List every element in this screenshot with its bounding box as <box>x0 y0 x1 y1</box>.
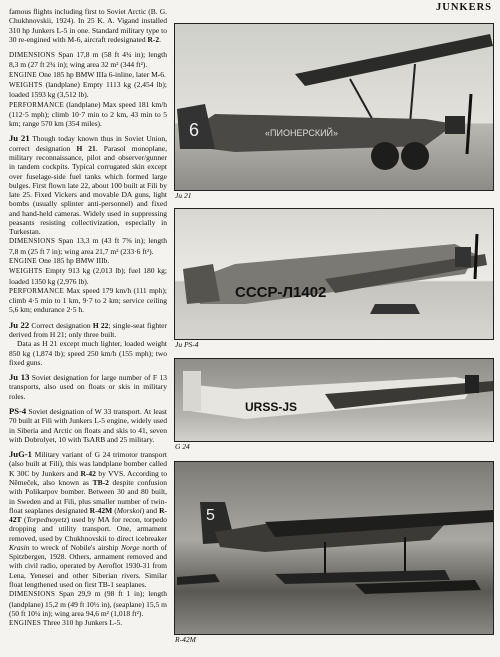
photo-g24 <box>174 358 494 442</box>
caption-ps4: Ju PS-4 <box>175 340 199 349</box>
ps4-aircraft-illustration <box>175 209 493 339</box>
photo-ju21 <box>174 23 494 191</box>
entry-label: ENGINE <box>9 70 37 79</box>
entry-text: Correct designation <box>29 320 93 330</box>
entry-label: WEIGHTS <box>9 80 43 89</box>
entry-text: ( <box>112 505 117 515</box>
g24-registration: URSS-JS <box>245 400 298 414</box>
entry-ju22 <box>9 321 167 367</box>
entry-label: ENGINE <box>9 257 37 266</box>
entry-text: Soviet designation of W 33 transport. At least 70 built at Fili with Junkers L-5 engine, widely used in Siberia and Arctic on floats and skis to 41, seven with Dobrolyet, 10 with TsARB and 25 military. <box>9 406 167 444</box>
ju21-aircraft-illustration <box>175 24 493 190</box>
entry-label: WEIGHTS <box>9 267 43 276</box>
entry-text: famous flights including first to Soviet Arctic (B. G. Chukhnovskii, 1924). In 25 K. A. Vigand installed 310 hp Junkers L-5 in one. Standard military type to 30 re-engined with M-6, aircraft redesignated <box>9 7 167 44</box>
photo-ps4 <box>174 208 494 340</box>
entry-label: ENGINES <box>9 619 42 628</box>
entry-text: Empty 913 kg (2,013 lb); fuel 180 kg; loaded 1350 kg (2,976 lb). <box>9 266 167 286</box>
entry-text: Span 13,3 m (43 ft 7⅝ in); length 7,8 m (25 ft 7 in); wing area 21,7 m² (233·6 ft²). <box>9 236 167 256</box>
entry-ju21 <box>9 134 167 314</box>
entry-italic: Norge <box>121 542 140 552</box>
section-header: JUNKERS <box>435 2 492 13</box>
entry-lead: Ju 21 <box>9 133 30 144</box>
entry-text: ) used by MA for recon, torpedo dropping and utility transport. One, armament removed, used by Chukhnovskii to direct icebreaker <box>9 515 167 543</box>
entry-bold: R-42T <box>9 505 167 525</box>
entry-label: DIMENSIONS <box>9 237 56 246</box>
entry-bold: R-2 <box>147 34 160 44</box>
entry-lead: JuG-1 <box>9 449 32 460</box>
entry-text: (landplane) Max speed 181 km/h (112·5 mph); climb 10·7 min to 2 km, 43 min to 5 km; range 570 km (354 miles). <box>9 99 167 129</box>
entry-r2-specs <box>9 50 167 128</box>
r42m-tail-number: 5 <box>206 507 215 524</box>
entry-label: DIMENSIONS <box>9 590 56 599</box>
g24-aircraft-illustration <box>175 359 493 441</box>
entry-text: despite confusion with Polikarpov bomber. Between 30 and 80 built, in Sweden and at Fili, plus smaller number of twin-float seaplanes designated <box>9 477 168 515</box>
entry-text: (landplane) Empty 1113 kg (2,454 lb); loaded 1593 kg (3,512 lb). <box>9 79 167 100</box>
caption-g24: G 24 <box>175 442 190 451</box>
entry-lead: PS-4 <box>9 405 27 416</box>
r42m-aircraft-illustration <box>175 462 493 634</box>
entry-text: ( <box>21 515 27 525</box>
entry-text: Span 29,9 m (98 ft 1 in); length (landplane) 15,2 m (49 ft 10½ in), (seaplane) 15,5 m (50 ft 10¼ in); wing area 94,6 m² (1,018 ft²). <box>9 589 167 618</box>
entry-indent: Data as H 21 except much lighter, loaded weight 850 kg (1,874 lb); speed 250 km/h (155 mph); two fixed guns. <box>9 339 167 367</box>
entry-text: Though today known thus in Soviet Union, correct designation <box>9 134 167 153</box>
entry-italic: Krasin <box>9 542 30 552</box>
entry-text: Max speed 179 km/h (111 mph); climb 4·5 min to 1 km, 9·7 to 2 km; service ceiling 5,6 km; endurance 2·5 h. <box>9 285 167 315</box>
entry-text: Military variant of G 24 trimotor transport (also built at Fili), this was landplane bomber called K 30C by Junkers and <box>9 450 167 478</box>
entry-text: north of Spitzbergen, 1928. Others, armament removed and with civil radio, operated by Aeroflot 1930-31 from Lena, Yenesei and other Siberian rivers. Similar float lengthened used on first TB-1 seaplanes. <box>9 542 167 590</box>
entry-bold: H 22 <box>92 320 109 330</box>
entry-text: Span 17,8 m (58 ft 4¾ in); length 8,3 m (27 ft 2¾ in); wing area 32 m² (344 ft²). <box>9 50 167 70</box>
entry-label: PERFORMANCE <box>9 286 65 295</box>
entry-italic: Morskoi <box>116 505 142 515</box>
entry-italic: Torpednoyetz <box>26 515 67 525</box>
entry-text: Three 310 hp Junkers L-5. <box>41 618 123 628</box>
entry-text: by VVS. According to Němeček, also known as <box>9 468 167 487</box>
entry-jug1 <box>9 450 167 628</box>
ps4-registration: СССР-Л1402 <box>235 284 327 301</box>
caption-r42m: R-42M <box>175 635 196 644</box>
photo-r42m <box>174 461 494 635</box>
entry-lead: Ju 13 <box>9 372 30 383</box>
entry-text: Soviet designation for large number of F 13 transports, also used on floats or skis in military roles. <box>9 373 167 401</box>
entry-ps4 <box>9 407 167 444</box>
entry-label: PERFORMANCE <box>9 100 65 109</box>
ju21-fuselage-text: «ПИОНЕРСКИЙ» <box>265 128 339 138</box>
ju21-tail-number: 6 <box>189 120 200 140</box>
entry-label: DIMENSIONS <box>9 51 56 60</box>
entry-bold: TB-2 <box>92 477 109 487</box>
entry-text: One 185 hp BMW IIIb. <box>36 256 110 266</box>
text-column <box>9 7 167 634</box>
entry-text: . Parasol monoplane, military reconnaissance, pilot and observer/gunner in tandem cockpits. Typical corrugated skin except over fuselage-side fuel tanks which formed large bulges. First flown late 22, about 100 built at Fili by late 25. Fixed Vickers and movable DA guns, light bombs (usually splinter anti-personnel) and fixed and hand-held cameras. Widely used in suppressing peasants resisting collectivization, especially in Turkestan. <box>9 143 167 237</box>
entry-text: to wreck of Nobile's airship <box>29 542 122 552</box>
entry-bold: H 21 <box>76 143 96 153</box>
entry-intro <box>9 7 167 44</box>
entry-lead: Ju 22 <box>9 319 30 330</box>
entry-bold: R-42M <box>89 505 113 515</box>
entry-text: ; single-seat fighter derived from H 21; only three built. <box>9 320 167 339</box>
entry-text: . <box>159 34 162 44</box>
entry-ju13 <box>9 373 167 401</box>
entry-text: One 185 hp BMW IIIa 6-inline, later M-6. <box>36 69 166 79</box>
entry-text: ) and <box>141 505 160 515</box>
caption-ju21: Ju 21 <box>175 191 192 200</box>
entry-bold: R-42 <box>80 468 96 478</box>
